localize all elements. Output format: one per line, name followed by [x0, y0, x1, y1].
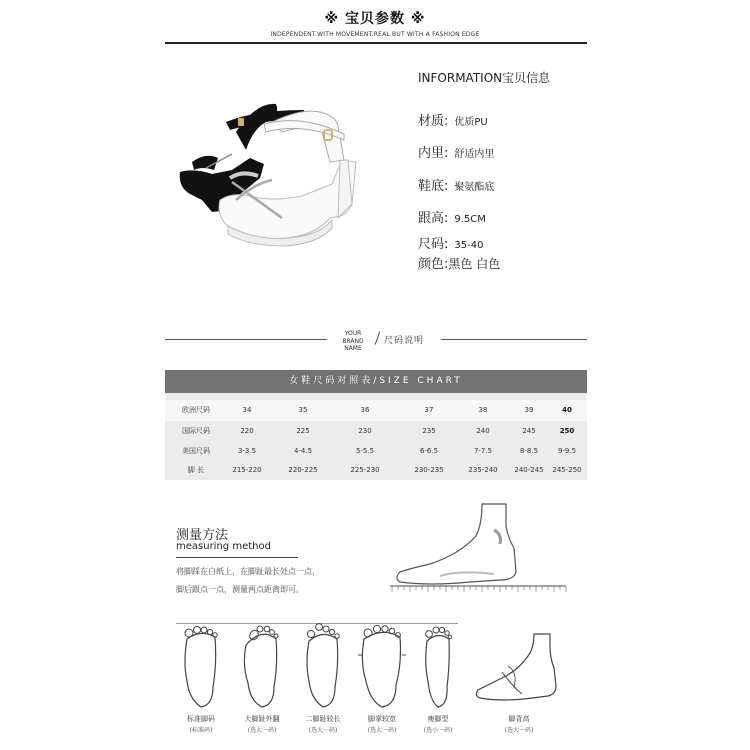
page-tagline: INDEPENDENT.WITH MOVEMENT.REAL BUT WITH A FASHION EDGE [270, 31, 480, 38]
row-header: 国际尺码 [182, 427, 210, 435]
table-row [165, 441, 587, 462]
page-title: ※ 宝贝参数 ※ [324, 11, 426, 27]
foot-type-advice: (选大一码) [247, 727, 277, 734]
table-row [165, 400, 587, 421]
info-row-heel-height [418, 207, 486, 226]
header-divider [165, 42, 587, 44]
measuring-divider [176, 557, 298, 558]
foot-bunion-illustration [238, 623, 286, 713]
foot-type-advice: (选小一码) [423, 727, 453, 734]
table-cell: 225 [296, 427, 310, 435]
table-cell: 35 [298, 406, 308, 414]
table-cell: 5-5.5 [355, 447, 375, 455]
foot-type-label: 脚掌较宽 [368, 715, 396, 723]
brand-name: BRAND NAME [342, 338, 364, 352]
table-cell: 230-235 [414, 466, 444, 474]
info-value: 舒适内里 [454, 149, 495, 160]
table-cell: 220 [240, 427, 254, 435]
foot-type-label: 脚背高 [508, 715, 530, 723]
foot-ruler-illustration [390, 500, 590, 600]
foot-type-label: 标准脚码 [187, 715, 215, 723]
row-header: 欧洲尺码 [182, 406, 210, 414]
table-cell: 240 [476, 427, 490, 435]
table-cell: 220-225 [288, 466, 318, 474]
size-guide-label: 尺码说明 [384, 336, 425, 346]
measuring-title: 测量方法 [176, 528, 229, 543]
info-value: 35-40 [454, 240, 484, 251]
product-image [172, 92, 382, 252]
info-row-color [418, 253, 500, 272]
info-label: 颜色: [418, 257, 449, 272]
table-cell: 215-220 [232, 466, 262, 474]
table-cell: 235 [422, 427, 436, 435]
table-cell: 225-230 [350, 466, 380, 474]
info-value: 优质PU [454, 117, 488, 128]
table-cell: 34 [242, 406, 252, 414]
table-cell: 3-3.5 [237, 447, 257, 455]
foot-type-label: 二脚趾较长 [305, 715, 341, 723]
info-label: 鞋底: [418, 179, 449, 194]
table-cell: 9-9.5 [557, 447, 577, 455]
brand-slash [375, 331, 381, 344]
table-cell: 7-7.5 [473, 447, 493, 455]
row-header: 美国尺码 [182, 447, 210, 455]
table-cell: 39 [524, 406, 534, 414]
foot-standard-illustration [177, 623, 225, 713]
foot-type-advice: (标准码) [189, 727, 213, 734]
table-cell: 245 [522, 427, 536, 435]
table-cell: 240-245 [514, 466, 544, 474]
info-label: 材质: [418, 114, 449, 129]
size-chart-title: 女鞋尺码对照表/SIZE CHART [165, 370, 587, 393]
info-row-sole [418, 175, 494, 194]
info-label: 跟高: [418, 211, 449, 226]
table-cell: 235-240 [468, 466, 498, 474]
table-cell: 6-6.5 [419, 447, 439, 455]
measuring-instruction-1: 将脚踩在白纸上，在脚趾最长处点一点， [176, 567, 320, 576]
table-cell: 4-4.5 [293, 447, 313, 455]
table-cell: 36 [360, 406, 370, 414]
table-cell: 37 [424, 406, 434, 414]
table-cell: 250 [559, 427, 575, 435]
foot-slim-illustration [414, 623, 462, 713]
info-value: 聚氨酯底 [454, 182, 495, 193]
info-row-lining [418, 142, 494, 161]
foot-high-instep-illustration [472, 632, 562, 712]
info-label: 尺码: [418, 237, 449, 252]
ruler-ticks [392, 586, 566, 592]
measuring-instruction-2: 脚后跟点一点，测量两点距离即可。 [176, 585, 304, 594]
table-row [165, 421, 587, 442]
foot-type-advice: (选大一码) [367, 727, 397, 734]
size-chart-table [165, 393, 587, 480]
info-value: 9.5CM [454, 214, 486, 225]
info-row-material [418, 110, 488, 129]
table-cell: 40 [562, 406, 572, 414]
info-heading: INFORMATION宝贝信息 [418, 71, 551, 85]
brand-divider-right [441, 339, 587, 340]
table-cell: 230 [358, 427, 372, 435]
table-row [165, 460, 587, 481]
foot-type-advice: (选大一码) [308, 727, 338, 734]
foot-wide-illustration [358, 623, 406, 713]
info-value: 黑色 白色 [448, 257, 501, 271]
row-header: 脚 长 [187, 466, 205, 474]
measuring-subtitle: measuring method [176, 541, 271, 552]
foot-type-label: 大脚趾外翻 [244, 715, 280, 723]
foot-long-second-toe-illustration [299, 623, 347, 713]
foot-type-advice: (选大一码) [504, 727, 534, 734]
table-cell: 38 [478, 406, 488, 414]
brand-divider-left [165, 339, 327, 340]
brand-your: YOUR [344, 330, 362, 337]
info-row-size [418, 233, 483, 252]
table-cell: 8-8.5 [519, 447, 539, 455]
info-label: 内里: [418, 146, 449, 161]
foot-type-label: 瘦脚型 [427, 715, 449, 723]
table-cell: 245-250 [552, 466, 582, 474]
